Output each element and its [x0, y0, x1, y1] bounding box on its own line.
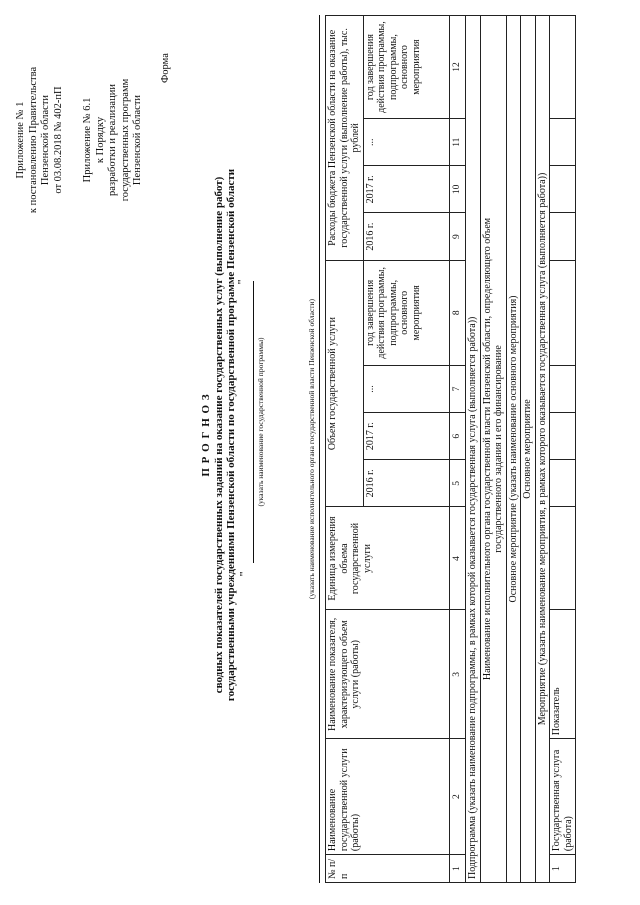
- col-num-8: 8: [449, 260, 466, 365]
- subprogram-row: [466, 16, 481, 883]
- col-num-5: 5: [449, 460, 466, 507]
- header-expenses-end-year: год завершения действия программы, подпрограммы, основного мероприятия: [363, 16, 449, 119]
- appendix-6-1-block: [82, 25, 145, 255]
- appendix-6-1-line: к Порядку: [94, 116, 106, 164]
- appendix-6-1-line: Пензенской области: [132, 94, 143, 186]
- form-label: Форма: [160, 53, 171, 83]
- header-volume-2016: 2016 г.: [363, 460, 449, 507]
- service-volume-dots-cell: [550, 365, 576, 412]
- header-volume-group: Объем государственной услуги: [326, 260, 364, 507]
- header-unit: Единица измерения объема государственной услуги: [326, 507, 450, 610]
- col-num-9: 9: [449, 213, 466, 260]
- quote-open: ": [236, 278, 248, 285]
- executive-body-cell: [480, 16, 506, 883]
- header-no: № п/п: [326, 855, 450, 883]
- col-num-1: 1: [449, 855, 466, 883]
- header-volume-2017: 2017 г.: [363, 413, 449, 460]
- executive-body-line-2: государственного задания и его финансирование: [493, 345, 504, 553]
- col-num-12: 12: [449, 16, 466, 119]
- quote-close: ": [238, 570, 250, 577]
- appendix-6-1-line: разработки и реализации: [107, 84, 118, 196]
- main-event-name-row: [506, 16, 521, 883]
- col-num-6: 6: [449, 413, 466, 460]
- document-title: [200, 85, 238, 785]
- main-event-name-cell: Основное мероприятие (указать наименование основного мероприятия): [506, 16, 521, 883]
- event-row: [535, 16, 550, 883]
- subprogram-cell: Подпрограмма (указать наименование подпрограммы, в рамках которой оказывается государственная услуга (выполняется работа)): [466, 16, 481, 883]
- col-num-3: 3: [449, 610, 466, 739]
- service-expenses-end-cell: [550, 16, 576, 119]
- appendix-6-1-line: государственных программ: [119, 78, 131, 202]
- main-event-cell: Основное мероприятие: [521, 16, 536, 883]
- title-line-1: сводных показателей государственных заданий на оказание государственных услуг (выполнение работ): [212, 176, 225, 694]
- appendix-1-line: Пензенской области: [40, 94, 51, 186]
- executive-body-line-1: Наименование исполнительного органа государственной власти Пензенской области, определяющего объем: [481, 217, 493, 681]
- header-indicator-name: Наименование показателя, характеризующего объем услуги (работы): [326, 610, 450, 739]
- title-line-2: государственными учреждениями Пензенской области по государственной программе Пензенской области: [225, 168, 237, 702]
- service-indicator: Показатель: [550, 610, 576, 739]
- title-main: П Р О Г Н О З: [200, 393, 212, 477]
- program-name-underline: [253, 281, 254, 563]
- event-cell: Мероприятие (указать наименование мероприятия, в рамках которого оказывается государственная услуга (выполняется работа)): [535, 16, 550, 883]
- main-event-row: [521, 16, 536, 883]
- col-num-10: 10: [449, 166, 466, 213]
- service-row: [550, 16, 576, 883]
- program-hint: (указать наименование государственной программы): [256, 337, 265, 507]
- service-volume-2017-cell: [550, 413, 576, 460]
- col-num-4: 4: [449, 507, 466, 610]
- forecast-table: [325, 15, 576, 883]
- header-volume-end-year: год завершения действия программы, подпрограммы, основного мероприятия: [363, 260, 449, 365]
- col-num-2: 2: [449, 739, 466, 855]
- service-volume-end-cell: [550, 260, 576, 365]
- service-no: 1: [550, 855, 576, 883]
- col-num-11: 11: [449, 119, 466, 166]
- column-number-row: [449, 16, 466, 883]
- service-expenses-2017-cell: [550, 166, 576, 213]
- header-expenses-group: Расходы бюджета Пензенской области на оказание государственной услуги (выполнение работы), тыс. рублей: [326, 16, 364, 261]
- executive-body-row: [480, 16, 506, 883]
- header-volume-dots: ...: [363, 365, 449, 412]
- header-expenses-2016: 2016 г.: [363, 213, 449, 260]
- appendix-1-line: к постановлению Правительства: [27, 66, 39, 214]
- col-num-7: 7: [449, 365, 466, 412]
- appendix-6-1-title: Приложение № 6.1: [82, 97, 93, 183]
- authority-underline: [319, 15, 320, 883]
- header-row-top: [326, 16, 364, 883]
- header-expenses-2017: 2017 г.: [363, 166, 449, 213]
- appendix-1-date: от 03.08.2018 № 402-пП: [52, 86, 64, 194]
- appendix-1-block: [15, 15, 65, 265]
- header-expenses-dots: ...: [363, 119, 449, 166]
- authority-hint: (указать наименование исполнительного органа государственной власти Пензенской области): [307, 298, 316, 600]
- service-unit-cell: [550, 507, 576, 610]
- service-expenses-dots-cell: [550, 119, 576, 166]
- service-name: Государственная услуга (работа): [550, 739, 576, 855]
- service-expenses-2016-cell: [550, 213, 576, 260]
- header-service-name: Наименование государственной услуги (работы): [326, 739, 450, 855]
- appendix-1-title: Приложение № 1: [15, 101, 26, 179]
- service-volume-2016-cell: [550, 460, 576, 507]
